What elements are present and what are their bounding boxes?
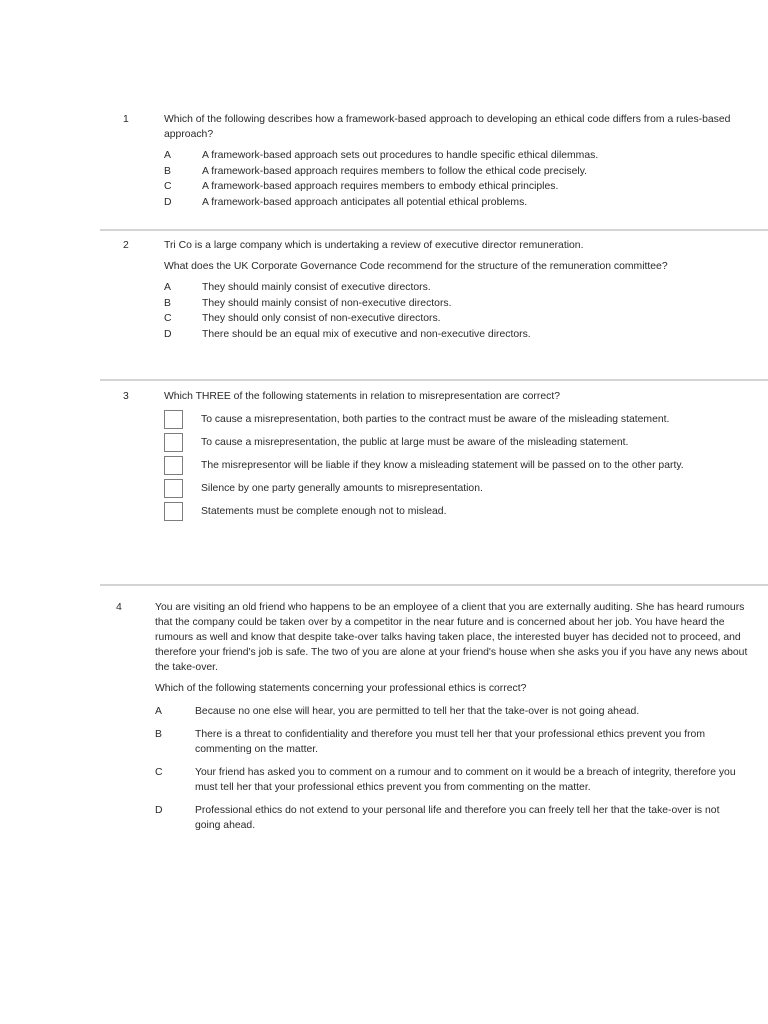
option-text: Professional ethics do not extend to your personal life and therefore you can freely tell her that the take-over is not going ahead. [195,805,720,831]
option-list [155,704,768,833]
option-c[interactable] [164,179,768,195]
statement-text: To cause a misrepresentation, the public at large must be aware of the misleading statement. [201,437,629,448]
option-b[interactable] [164,296,768,312]
option-letter: B [164,165,171,177]
statement-item [164,481,768,498]
statement-text: To cause a misrepresentation, both parties to the contract must be aware of the misleading statement. [201,414,670,425]
option-text: There should be an equal mix of executive and non-executive directors. [202,328,531,340]
option-a[interactable] [155,704,768,719]
question-number: 1 [123,114,129,125]
option-letter: C [155,767,163,778]
question-subtext: Which of the following statements concerning your professional ethics is correct? [155,683,527,694]
statement-item [164,504,768,521]
option-c[interactable] [164,311,768,327]
statement-item [164,435,768,452]
statement-list [164,412,768,521]
option-text: A framework-based approach anticipates all potential ethical problems. [202,196,528,208]
statement-checkbox[interactable] [164,410,183,429]
statement-text: Statements must be complete enough not to mislead. [201,506,447,517]
option-a[interactable] [164,280,768,296]
option-letter: B [155,729,162,740]
option-text: A framework-based approach requires members to follow the ethical code precisely. [202,165,588,177]
option-text: They should mainly consist of executive directors. [202,282,431,293]
question-number: 4 [116,602,122,613]
question-number: 3 [123,391,129,402]
option-letter: D [155,805,163,816]
statement-text: The misrepresentor will be liable if they know a misleading statement will be passed on to the other party. [201,460,684,471]
statement-checkbox[interactable] [164,502,183,521]
section-divider [100,584,768,586]
section-divider [100,379,768,381]
option-text: A framework-based approach requires members to embody ethical principles. [202,181,559,192]
option-text: They should only consist of non-executive directors. [202,313,441,324]
option-text: They should mainly consist of non-executive directors. [202,297,452,309]
option-text: There is a threat to confidentiality and therefore you must tell her that your professional ethics prevent you from commenting on the matter. [195,729,705,755]
option-letter: A [164,282,171,293]
option-letter: A [155,706,162,717]
option-list [164,148,768,210]
option-d[interactable] [155,803,768,833]
option-letter: C [164,313,172,324]
option-a[interactable] [164,148,768,164]
statement-checkbox[interactable] [164,479,183,498]
question-body [155,600,768,841]
question-number: 2 [123,240,129,251]
option-d[interactable] [164,327,768,343]
question-body [164,389,768,527]
section-divider [100,229,768,231]
statement-checkbox[interactable] [164,456,183,475]
option-text: Because no one else will hear, you are permitted to tell her that the take-over is not going ahead. [195,706,640,717]
question-text: Which of the following describes how a framework-based approach to developing an ethical code differs from a rules-based approach? [164,114,731,140]
statement-item [164,412,768,429]
option-letter: B [164,297,171,309]
statement-checkbox[interactable] [164,433,183,452]
option-letter: D [164,196,172,208]
statement-item [164,458,768,475]
option-letter: D [164,328,172,340]
option-letter: C [164,181,172,192]
option-letter: A [164,150,171,161]
option-text: A framework-based approach sets out procedures to handle specific ethical dilemmas. [202,150,599,161]
option-d[interactable] [164,195,768,211]
statement-text: Silence by one party generally amounts to misrepresentation. [201,483,483,494]
question-subtext: What does the UK Corporate Governance Code recommend for the structure of the remuneration committee? [164,261,668,272]
question-body [164,238,768,342]
option-c[interactable] [155,765,768,795]
option-text: Your friend has asked you to comment on a rumour and to comment on it would be a breach of integrity, therefore you must tell her that your professional ethics prevent you from commenting on the matter. [195,767,736,793]
option-b[interactable] [155,727,768,757]
question-body [164,112,768,210]
option-b[interactable] [164,164,768,180]
question-text: Tri Co is a large company which is undertaking a review of executive director remuneration. [164,240,584,251]
question-text: Which THREE of the following statements in relation to misrepresentation are correct? [164,391,560,402]
option-list [164,280,768,342]
question-text: You are visiting an old friend who happens to be an employee of a client that you are externally auditing. She has heard rumours that the company could be taken over by a competitor in the near future and is concerned about her job. You have heard the rumours as well and know that despite take-over talks having taken place, the interested buyer has decided not to proceed, and therefore your friend's job is safe. The two of you are alone at your friend's house when she asks you if you have any news about the take-over. [155,602,748,673]
